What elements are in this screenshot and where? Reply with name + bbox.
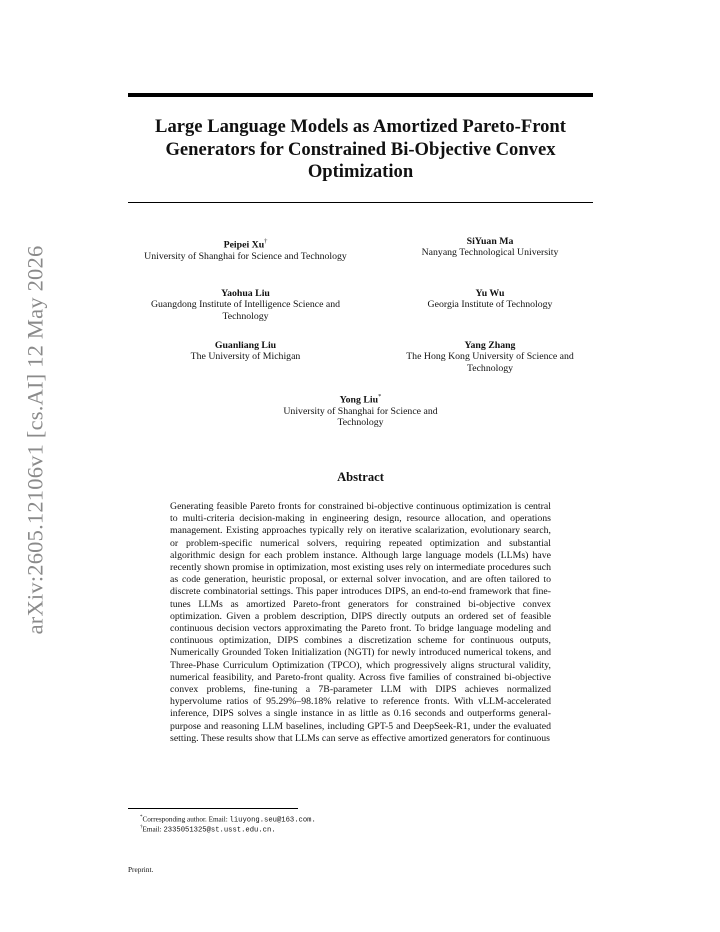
arxiv-identifier-text: arXiv:2605.12106v1 [cs.AI] 12 May 2026 — [22, 245, 48, 635]
author-mark: * — [378, 393, 382, 400]
author-block — [395, 288, 585, 311]
author-block — [278, 391, 443, 428]
footnote-email: 2335051325@st.usst.edu.cn. — [163, 826, 276, 835]
author-affiliation: The University of Michigan — [190, 351, 301, 363]
author-affiliation: University of Shanghai for Science and Technology — [144, 250, 347, 262]
author-block — [138, 236, 353, 262]
footnote-email: liuyong.seu@163.com. — [229, 816, 316, 825]
title-bottom-rule — [128, 202, 593, 203]
paper-title: Large Language Models as Amortized Pareto-Front Generators for Constrained Bi-Objective Convex Optimization — [155, 116, 566, 182]
author-name: SiYuan Ma — [466, 236, 514, 247]
author-name: Yang Zhang — [464, 340, 516, 351]
abstract-heading: Abstract — [337, 470, 384, 484]
author-mark: † — [264, 238, 268, 245]
footnote-label: Corresponding author. Email: — [142, 815, 228, 824]
footnote-label: Email: — [142, 825, 162, 834]
title-top-rule — [128, 93, 593, 97]
author-affiliation: The Hong Kong University of Science and Technology — [406, 351, 574, 374]
author-block — [138, 340, 353, 363]
author-name: Peipei Xu — [223, 239, 265, 251]
footnote-dagger — [140, 823, 276, 835]
author-name: Yaohua Liu — [221, 288, 270, 299]
arxiv-identifier — [20, 245, 50, 635]
abstract-text: Generating feasible Pareto fronts for constrained bi-objective continuous optimization is central to multi-criteria decision-making in engineering design, resource allocation, and operations management. Existing approaches typically rely on iterative scalarization, evolutionary search, or problem-specific numerical solvers, requiring repeated optimization and substantial algorithmic design for each problem instance. Although large language models (LLMs) have recently shown promise in optimization, most existing uses rely on intermediate procedures such as code generation, heuristic proposal, or external solver invocation, and are often tailored to discrete combinatorial settings. This paper introduces DIPS, an end-to-end framework that fine-tunes LLMs as amortized Pareto-front generators for constrained bi-objective convex optimization. Given a problem description, DIPS directly outputs an ordered set of feasible continuous decision vectors approximating the Pareto front. To bridge language modeling and continuous optimization, DIPS combines a discretization scheme for continuous outputs, Numerically Grounded Token Initialization (NGTI) for newly introduced numerical tokens, and Three-Phase Curriculum Optimization (TPCO), which progressively aligns structural validity, numerical feasibility, and Pareto-front quality. Across five families of constrained bi-objective convex problems, fine-tuning a 7B-parameter LLM with DIPS achieves normalized hypervolume ratios of 95.29%–98.18% relative to reference fronts. With vLLM-accelerated inference, DIPS solves a single instance in as little as 0.16 seconds and outperforms general-purpose and reasoning LLM baselines, including GPT-5 and DeepSeek-R1, under the evaluated setting. These results show that LLMs can serve as effective amortized generators for continuous — [170, 501, 551, 744]
footnote-mark: † — [140, 825, 143, 830]
footnote-rule — [128, 808, 298, 809]
author-block — [392, 340, 588, 374]
footnote-mark: * — [140, 815, 143, 820]
preprint-label: Preprint. — [128, 865, 154, 874]
author-name: Yong Liu — [339, 394, 379, 406]
author-block — [138, 288, 353, 322]
author-affiliation: Nanyang Technological University — [421, 247, 559, 259]
author-block — [395, 236, 585, 259]
author-name: Yu Wu — [475, 288, 505, 299]
author-affiliation: University of Shanghai for Science and Technology — [283, 405, 438, 428]
author-name: Guanliang Liu — [214, 340, 277, 351]
author-affiliation: Georgia Institute of Technology — [427, 299, 553, 311]
author-affiliation: Guangdong Institute of Intelligence Science and Technology — [150, 299, 341, 322]
